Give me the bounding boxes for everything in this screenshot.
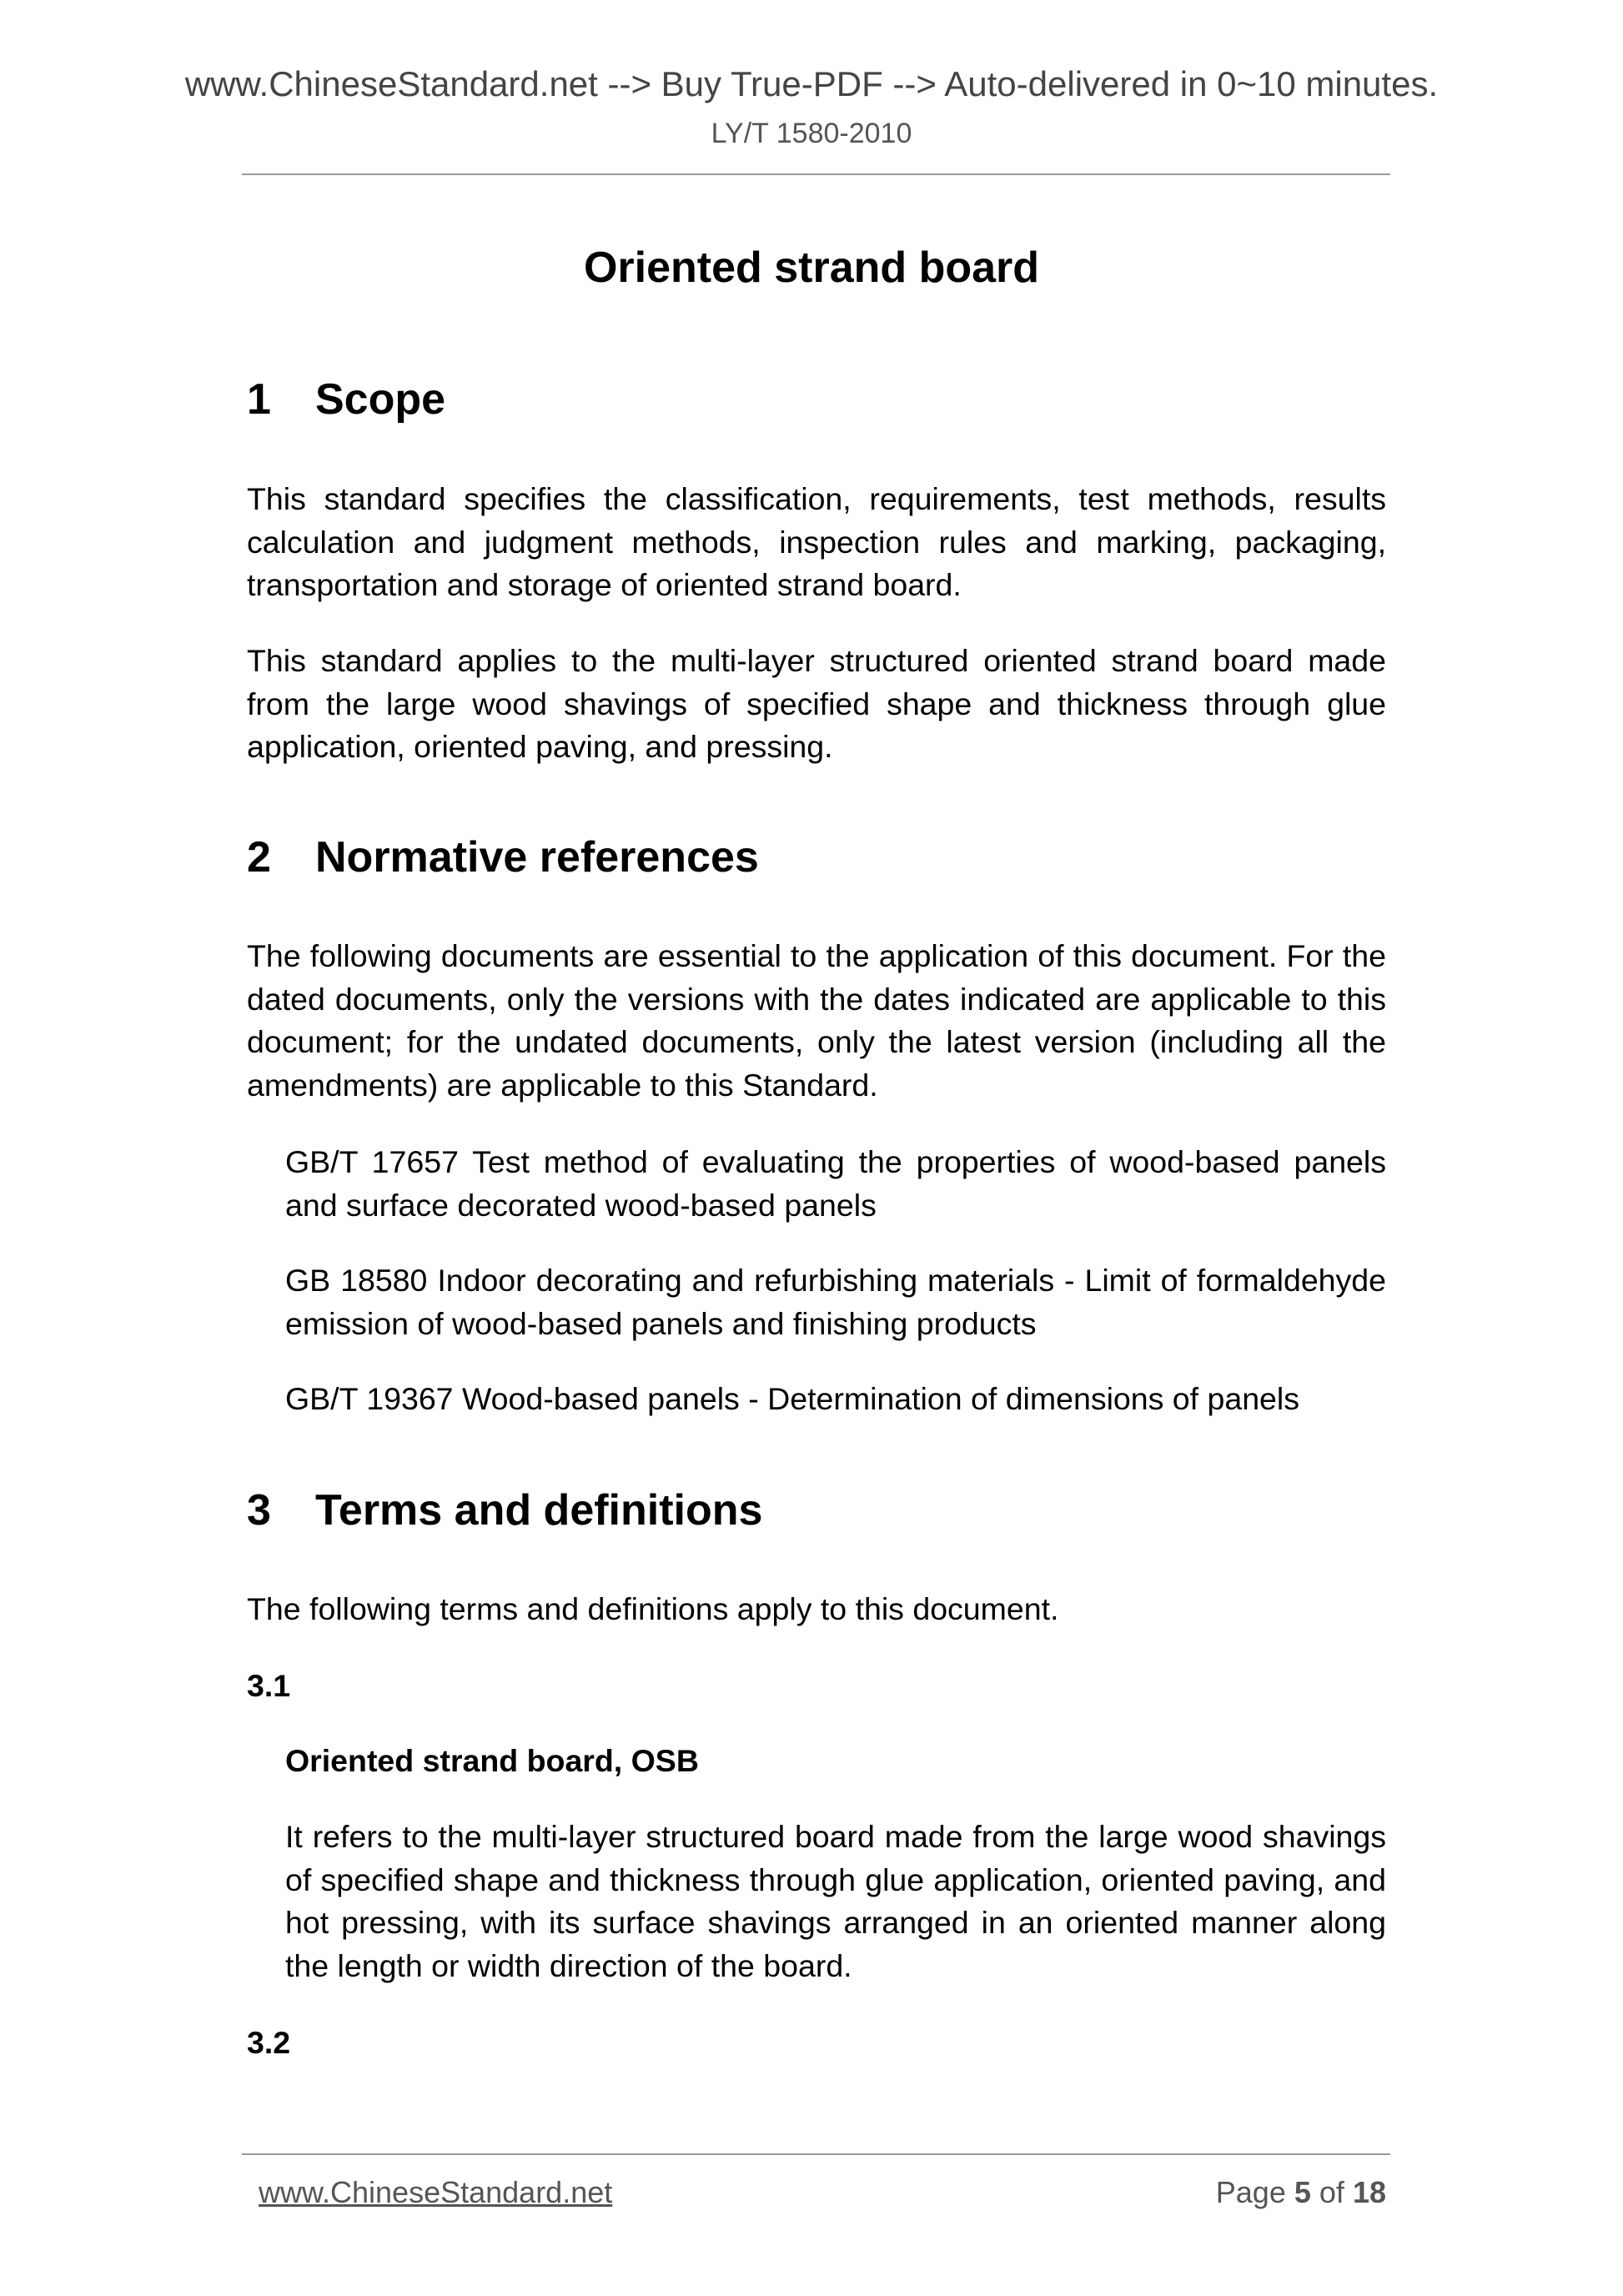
section-number: 1 — [247, 375, 271, 424]
header-banner: www.ChineseStandard.net --> Buy True-PDF --> Auto-delivered in 0~10 minutes. — [184, 64, 1439, 103]
section-2-body — [247, 935, 1386, 1107]
section-3-body — [247, 1588, 1386, 1631]
term-definition: It refers to the multi-layer structured board made from the large wood shavings of specified shape and thickness through glue application, oriented paving, and hot pressing, with its surface shavings arranged in an oriented manner along the length or width direction of the board. — [285, 1819, 1386, 1983]
term-number: 3.2 — [247, 2025, 291, 2060]
standard-code: LY/T 1580-2010 — [711, 118, 912, 149]
footer-website-link[interactable]: www.ChineseStandard.net — [259, 2175, 613, 2209]
reference-3-block — [247, 1378, 1386, 1421]
footer-divider — [242, 2153, 1390, 2155]
section-heading — [247, 374, 1386, 425]
reference-item: GB/T 17657 Test method of evaluating the properties of wood-based panels and surface decorated wood-based panels — [285, 1144, 1386, 1223]
page-word: Page — [1215, 2175, 1286, 2209]
paragraph: This standard applies to the multi-layer structured oriented strand board made from the large wood shavings of specified shape and thickness through glue application, oriented paving, and pressing. — [247, 643, 1386, 764]
reference-1-block — [247, 1141, 1386, 1227]
section-heading — [247, 831, 1386, 883]
section-title: Normative references — [315, 833, 759, 882]
section-title: Terms and definitions — [315, 1486, 763, 1535]
reference-item: GB 18580 Indoor decorating and refurbishing materials - Limit of formaldehyde emission of wood-based panels and finishing products — [285, 1263, 1386, 1341]
paragraph: The following terms and definitions apply to this document. — [247, 1591, 1059, 1626]
term-name: Oriented strand board, OSB — [285, 1743, 699, 1778]
of-word: of — [1319, 2175, 1344, 2209]
paragraph: This standard specifies the classification, requirements, test methods, results calculation and judgment methods, inspection rules and marking, packaging, transportation and storage of oriented strand board. — [247, 481, 1386, 602]
term-3-2-number-block — [247, 2022, 1386, 2065]
document-title: Oriented strand board — [583, 244, 1040, 292]
paragraph: The following documents are essential to the application of this document. For the dated documents, only the versions with the dates indicated are applicable to this document; for the undated documents, only the latest version (including all the amendments) are applicable to this Standard. — [247, 938, 1386, 1103]
section-title: Scope — [315, 375, 446, 424]
term-number: 3.1 — [247, 1668, 291, 1703]
reference-item: GB/T 19367 Wood-based panels - Determination of dimensions of panels — [285, 1381, 1299, 1416]
section-1-body-2 — [247, 640, 1386, 769]
term-3-1-name-block — [247, 1740, 1386, 1783]
term-3-1-number-block — [247, 1665, 1386, 1708]
section-1-heading-block — [247, 374, 1386, 425]
page-total: 18 — [1352, 2175, 1386, 2209]
section-1-body — [247, 478, 1386, 607]
header-divider — [242, 173, 1390, 175]
section-number: 2 — [247, 833, 271, 882]
section-heading — [247, 1485, 1386, 1536]
reference-2-block — [247, 1259, 1386, 1345]
page-indicator — [1216, 2174, 1386, 2210]
section-number: 3 — [247, 1486, 271, 1535]
term-3-1-definition-block — [247, 1816, 1386, 1987]
page-current: 5 — [1294, 2175, 1311, 2209]
section-2-heading-block — [247, 831, 1386, 883]
section-3-heading-block — [247, 1485, 1386, 1536]
